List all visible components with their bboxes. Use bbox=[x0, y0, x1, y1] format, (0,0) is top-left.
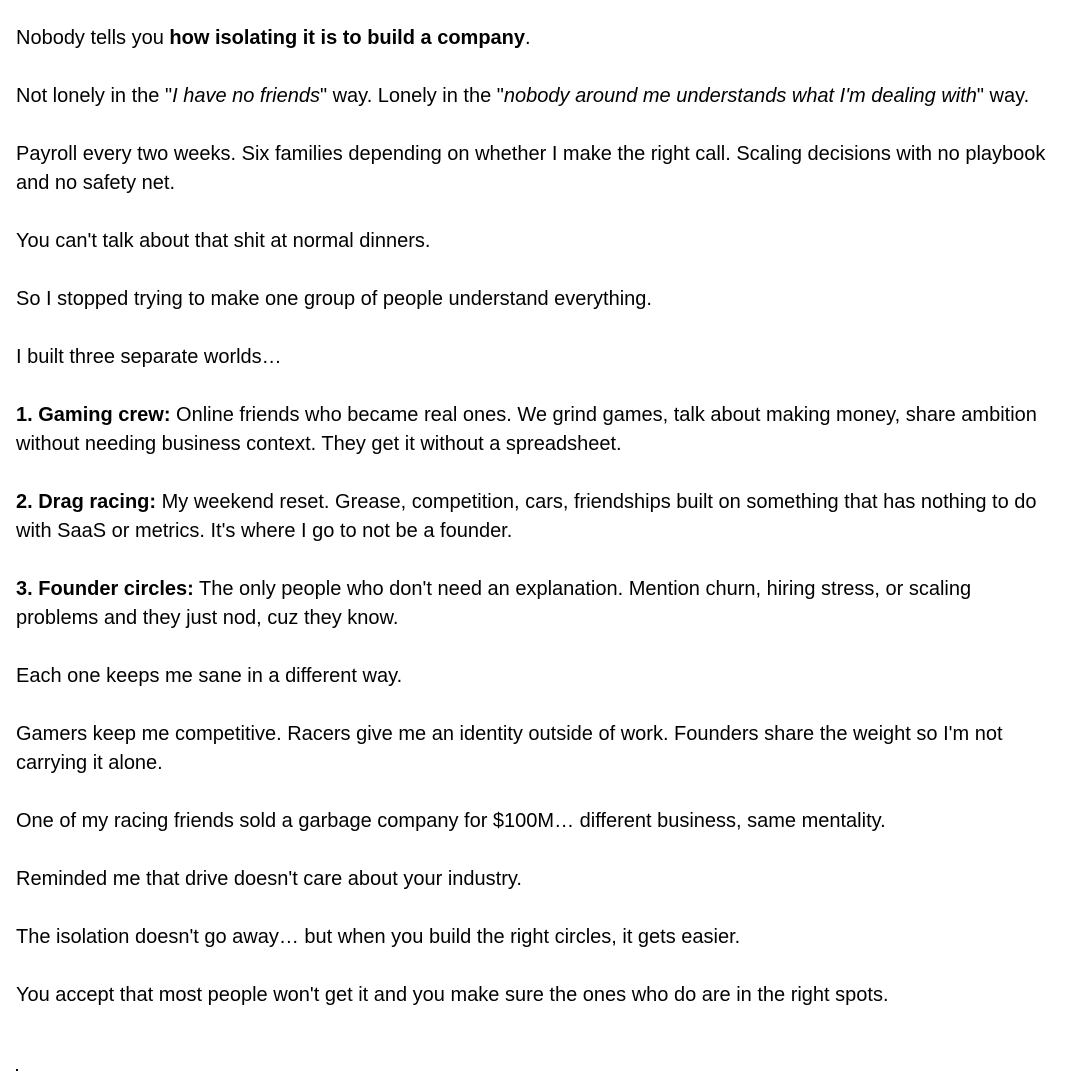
list-item-racing: 2. Drag racing: My weekend reset. Grease, competition, cars, friendships built on something that has nothing to do with SaaS or metrics. It's where I go to not be a founder. bbox=[16, 491, 1037, 542]
italic-phrase-1: I have no friends bbox=[172, 85, 320, 107]
paragraph-racing-friend: One of my racing friends sold a garbage company for $100M… different business, same mentality. bbox=[16, 810, 886, 832]
list-heading: 2. Drag racing: bbox=[16, 491, 157, 513]
paragraph-intro: Nobody tells you how isolating it is to build a company. bbox=[16, 27, 531, 49]
italic-phrase-2: nobody around me understands what I'm dealing with bbox=[503, 85, 977, 107]
paragraph-dinners: You can't talk about that shit at normal dinners. bbox=[16, 230, 431, 252]
paragraph-gamers: Gamers keep me competitive. Racers give me an identity outside of work. Founders share the weight so I'm not carrying it alone. bbox=[16, 723, 1003, 774]
paragraph-isolation: The isolation doesn't go away… but when you build the right circles, it gets easier. bbox=[16, 926, 741, 948]
trailing-dot bbox=[16, 1069, 18, 1071]
paragraph-sane: Each one keeps me sane in a different way. bbox=[16, 665, 403, 687]
paragraph-accept: You accept that most people won't get it and you make sure the ones who do are in the right spots. bbox=[16, 984, 889, 1006]
list-heading: 1. Gaming crew: bbox=[16, 404, 171, 426]
list-item-founders: 3. Founder circles: The only people who don't need an explanation. Mention churn, hiring stress, or scaling problems and they just nod, cuz they know. bbox=[16, 578, 972, 629]
paragraph-stopped: So I stopped trying to make one group of people understand everything. bbox=[16, 288, 652, 310]
list-heading: 3. Founder circles: bbox=[16, 578, 194, 600]
post-body bbox=[16, 24, 1056, 1039]
paragraph-payroll: Payroll every two weeks. Six families depending on whether I make the right call. Scaling decisions with no playbook and no safety net. bbox=[16, 143, 1046, 194]
paragraph-lonely: Not lonely in the "I have no friends" way. Lonely in the "nobody around me understands what I'm dealing with" way. bbox=[16, 85, 1030, 107]
paragraph-three-worlds: I built three separate worlds… bbox=[16, 346, 282, 368]
list-item-gaming: 1. Gaming crew: Online friends who became real ones. We grind games, talk about making money, share ambition without needing business context. They get it without a spreadsheet. bbox=[16, 404, 1037, 455]
bold-phrase: how isolating it is to build a company bbox=[169, 27, 525, 49]
paragraph-drive: Reminded me that drive doesn't care about your industry. bbox=[16, 868, 522, 890]
